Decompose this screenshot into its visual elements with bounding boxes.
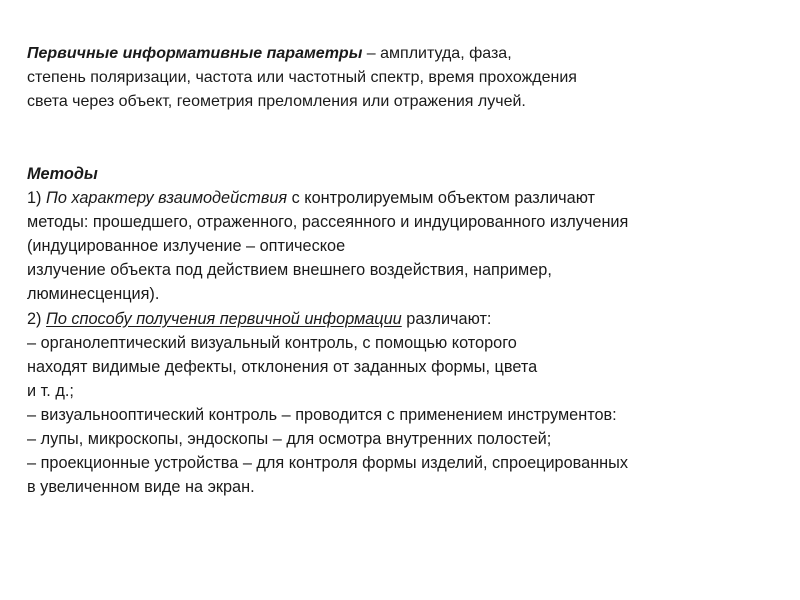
methods-heading: Методы (27, 165, 98, 183)
intro-line-2: степень поляризации, частота или частотный спектр, время прохождения (27, 69, 577, 86)
methods-line-13: в увеличенном виде на экран. (27, 478, 255, 497)
methods-line-5: люминесценция). (27, 285, 160, 304)
methods-line-2: методы: прошедшего, отраженного, рассеянного и индуцированного излучения (27, 213, 629, 232)
methods-line-3: (индуцированное излучение – оптическое (27, 237, 346, 256)
interaction-criterion: По характеру взаимодействия (46, 189, 288, 208)
methods-line-11: – лупы, микроскопы, эндоскопы – для осмотра внутренних полостей; (27, 430, 552, 449)
primary-parameters-term: Первичные информативные параметры (27, 45, 363, 62)
intro-line-1 (27, 42, 577, 66)
item-1-number: 1) (27, 189, 47, 208)
methods-line-10: – визуальнооптический контроль – проводится с применением инструментов: (27, 405, 617, 424)
methods-line-8: находят видимые дефекты, отклонения от заданных формы, цвета (27, 357, 538, 376)
intro-line-3: света через объект, геометрия преломления или отражения лучей. (27, 93, 526, 110)
item-1-text: с контролируемым объектом различают (287, 189, 596, 208)
item-2-text: различают: (401, 309, 492, 328)
methods-line-4: излучение объекта под действием внешнего воздействия, например, (27, 261, 552, 280)
intro-paragraph (27, 42, 577, 114)
item-2-number: 2) (27, 309, 47, 328)
methods-line-7: – органолептический визуальный контроль, с помощью которого (27, 333, 517, 352)
intro-line-1-text: – амплитуда, фаза, (362, 45, 512, 62)
information-method-criterion: По способу получения первичной информации (46, 309, 402, 328)
methods-line-12: – проекционные устройства – для контроля формы изделий, спроецированных (27, 454, 629, 473)
methods-section (27, 162, 628, 499)
methods-item-2-line-1 (27, 307, 628, 331)
methods-line-9: и т. д.; (27, 381, 74, 400)
methods-item-1-line-1 (27, 186, 628, 210)
